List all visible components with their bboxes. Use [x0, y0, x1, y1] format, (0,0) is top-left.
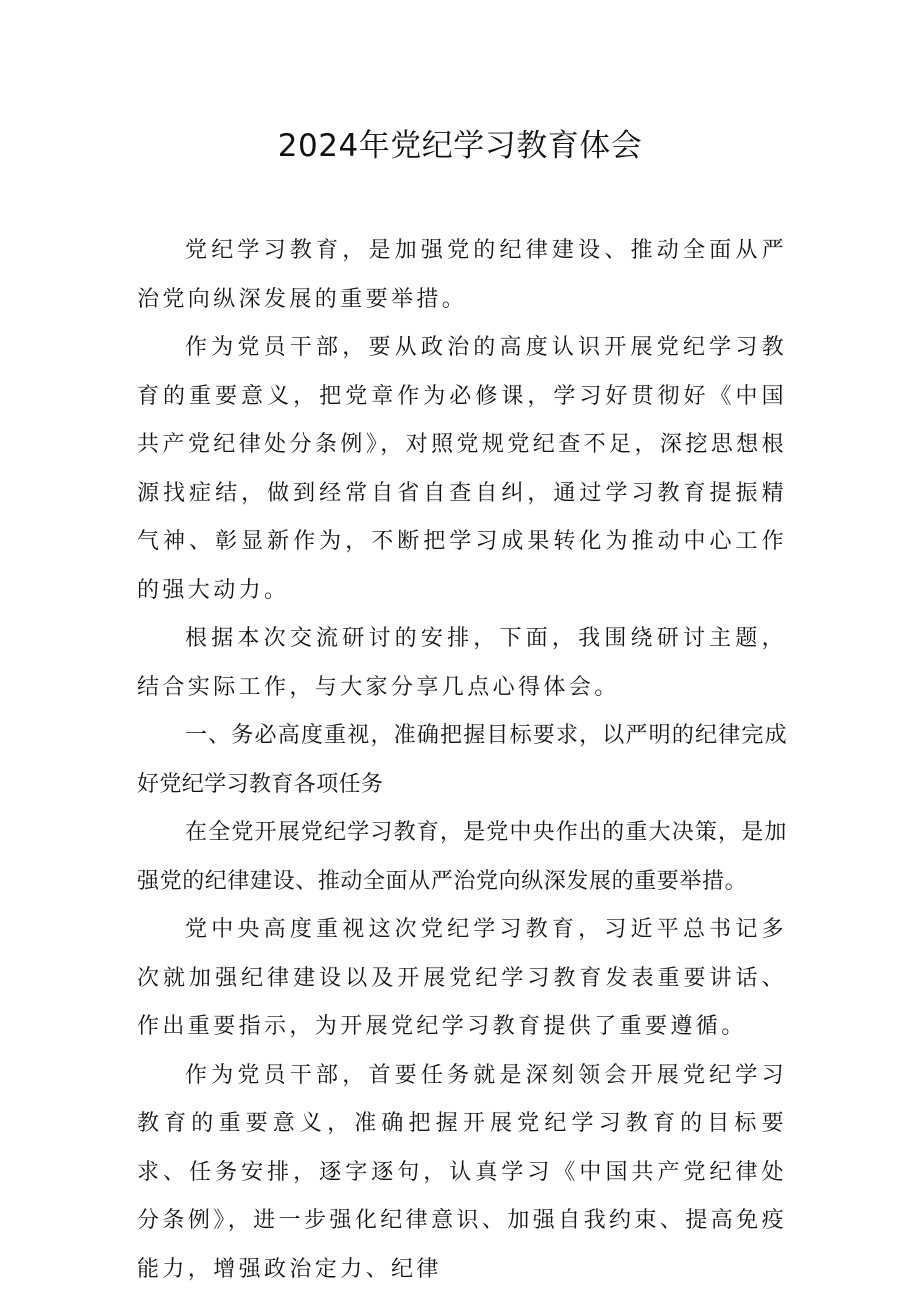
paragraph-intro: 党纪学习教育，是加强党的纪律建设、推动全面从严治党向纵深发展的重要举措。: [137, 238, 787, 312]
paragraph-primary-task: 作为党员干部，首要任务就是深刻领会开展党纪学习教育的重要意义，准确把握开展党纪学习教育的目标要求、任务安排，逐字逐句，认真学习《中国共产党纪律处分条例》，进一步强化纪律意识、加强自我约束、提高免疫能力，增强政治定力、纪律: [137, 1062, 787, 1282]
document-body: [137, 227, 787, 1294]
section-heading-1: 一、务必高度重视，准确把握目标要求，以严明的纪律完成好党纪学习教育各项任务: [137, 723, 787, 797]
paragraph-central-attention: 党中央高度重视这次党纪学习教育，习近平总书记多次就加强纪律建设以及开展党纪学习教育发表重要讲话、作出重要指示，为开展党纪学习教育提供了重要遵循。: [137, 917, 787, 1039]
paragraph-major-decision: 在全党开展党纪学习教育，是党中央作出的重大决策，是加强党的纪律建设、推动全面从严治党向纵深发展的重要举措。: [137, 820, 787, 894]
paragraph-arrangement: 根据本次交流研讨的安排，下面，我围绕研讨主题，结合实际工作，与大家分享几点心得体会。: [137, 626, 787, 700]
paragraph-party-cadre: 作为党员干部，要从政治的高度认识开展党纪学习教育的重要意义，把党章作为必修课，学习好贯彻好《中国共产党纪律处分条例》，对照党规党纪查不足，深挖思想根源找症结，做到经常自省自查自纠，通过学习教育提振精气神、彰显新作为，不断把学习成果转化为推动中心工作的强大动力。: [137, 335, 787, 603]
document-title: 2024年党纪学习教育体会: [277, 128, 643, 164]
